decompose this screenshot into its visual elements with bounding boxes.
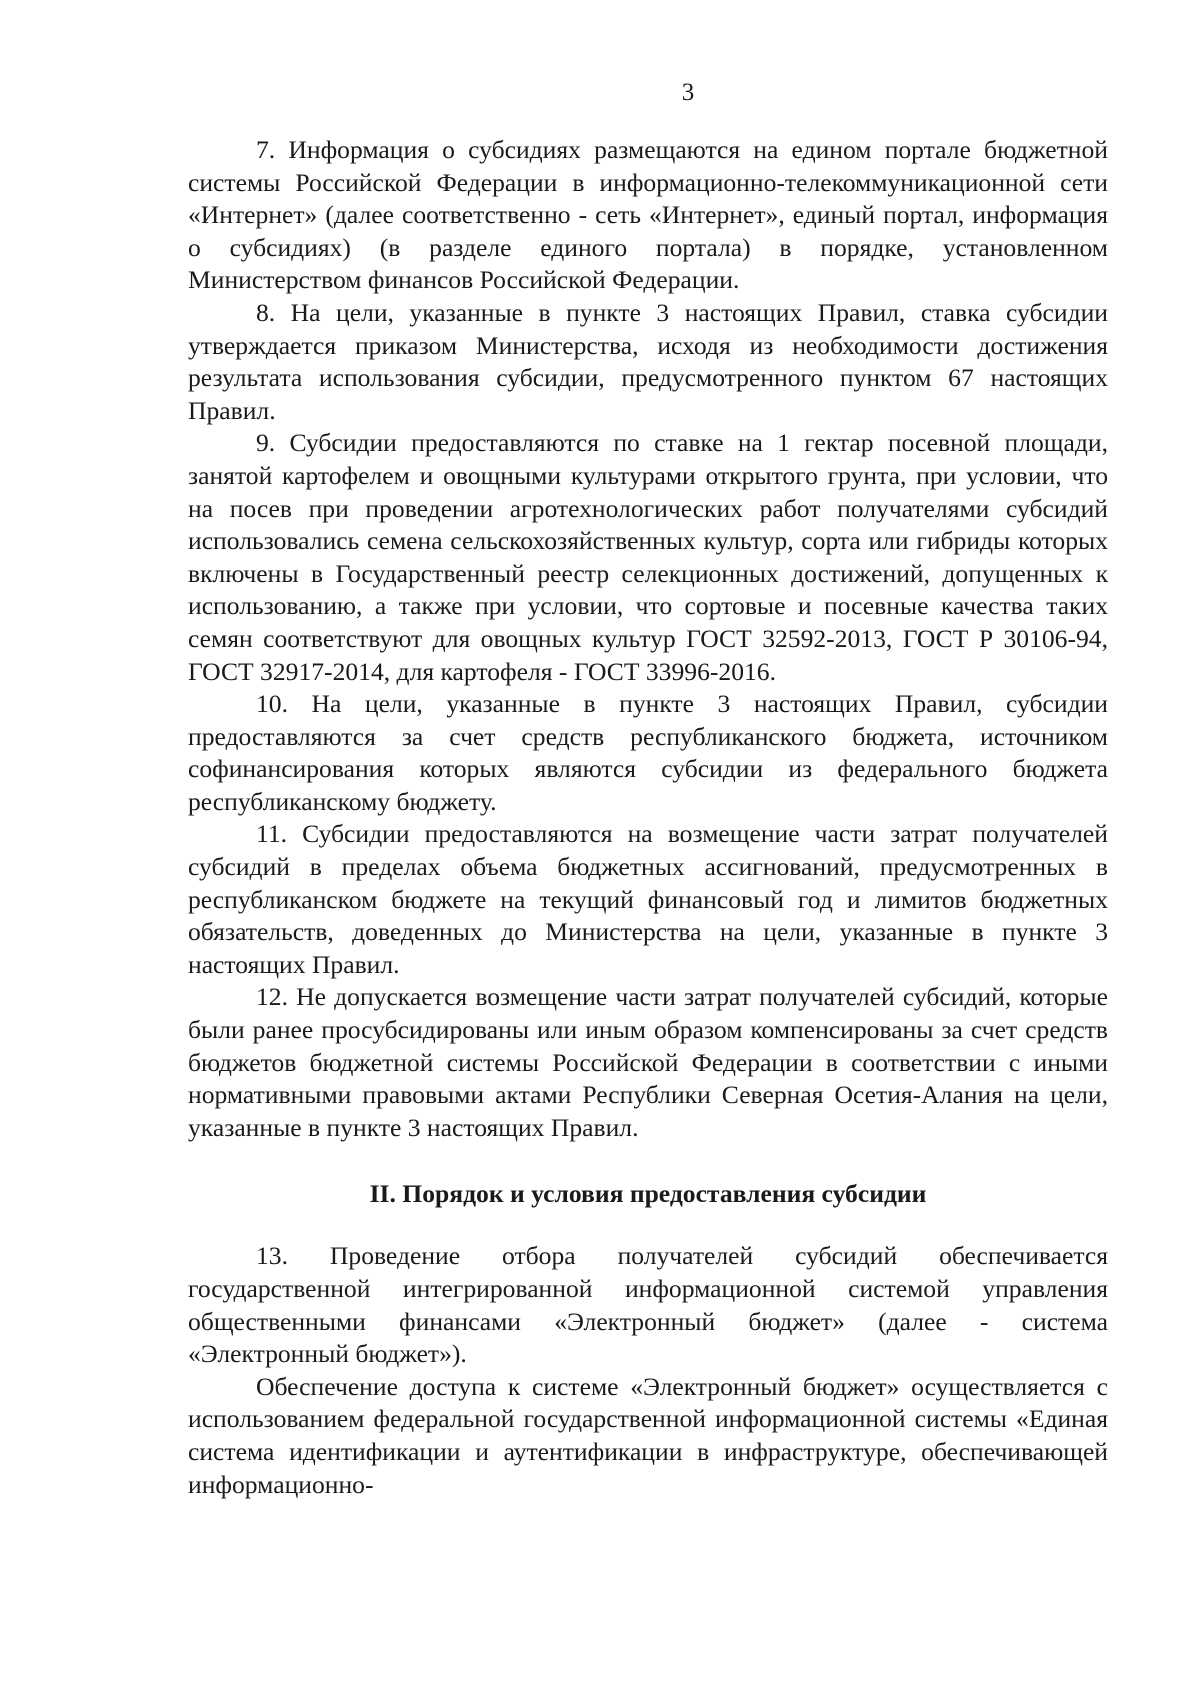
paragraph-9: 9. Субсидии предоставляются по ставке на 1 гектар посевной площади, занятой картофелем и овощными культурами открытого грунта, при условии, что на посев при проведении агротехнологических работ получателями субсидий использовались семена сельскохозяйственных культур, сорта или гибриды которых включены в Государственный реестр селекционных достижений, допущенных к использованию, а также при условии, что сортовые и посевные качества таких семян соответствуют для овощных культур ГОСТ 32592-2013, ГОСТ Р 30106-94, ГОСТ 32917-2014, для картофеля - ГОСТ 33996-2016. <box>188 428 1108 686</box>
document-body <box>188 134 1108 1501</box>
paragraph-10: 10. На цели, указанные в пункте 3 настоящих Правил, субсидии предоставляются за счет средств республиканского бюджета, источником софинансирования которых являются субсидии из федерального бюджета республиканскому бюджету. <box>188 689 1108 816</box>
paragraph-12: 12. Не допускается возмещение части затрат получателей субсидий, которые были ранее просубсидированы или иным образом компенсированы за счет средств бюджетов бюджетной системы Российской Федерации в соответствии с иными нормативными правовыми актами Республики Северная Осетия-Алания на цели, указанные в пункте 3 настоящих Правил. <box>188 982 1108 1142</box>
paragraph-8: 8. На цели, указанные в пункте 3 настоящих Правил, ставка субсидии утверждается приказом Министерства, исходя из необходимости достижения результата использования субсидии, предусмотренного пунктом 67 настоящих Правил. <box>188 297 1108 425</box>
paragraph-13: 13. Проведение отбора получателей субсидий обеспечивается государственной интегрированной информационной системой управления общественными финансами «Электронный бюджет» (далее - система «Электронный бюджет»). <box>188 1241 1108 1369</box>
section-title: II. Порядок и условия предоставления субсидии <box>369 1179 927 1209</box>
paragraph-11: 11. Субсидии предоставляются на возмещение части затрат получателей субсидий в пределах объема бюджетных ассигнований, предусмотренных в республиканском бюджете на текущий финансовый год и лимитов бюджетных обязательств, доведенных до Министерства на цели, указанные в пункте 3 настоящих Правил. <box>188 819 1108 979</box>
paragraph-7: 7. Информация о субсидиях размещаются на едином портале бюджетной системы Российской Федерации в информационно-телекоммуникационной сети «Интернет» (далее соответственно - сеть «Интернет», единый портал, информация о субсидиях) (в разделе единого портала) в порядке, установленном Министерством финансов Российской Федерации. <box>188 135 1108 295</box>
page-number: 3 <box>681 79 695 106</box>
paragraph-13-continued: Обеспечение доступа к системе «Электронный бюджет» осуществляется с использованием федеральной государственной информационной системы «Единая система идентификации и аутентификации в инфраструктуре, обеспечивающей информационно- <box>188 1371 1108 1499</box>
